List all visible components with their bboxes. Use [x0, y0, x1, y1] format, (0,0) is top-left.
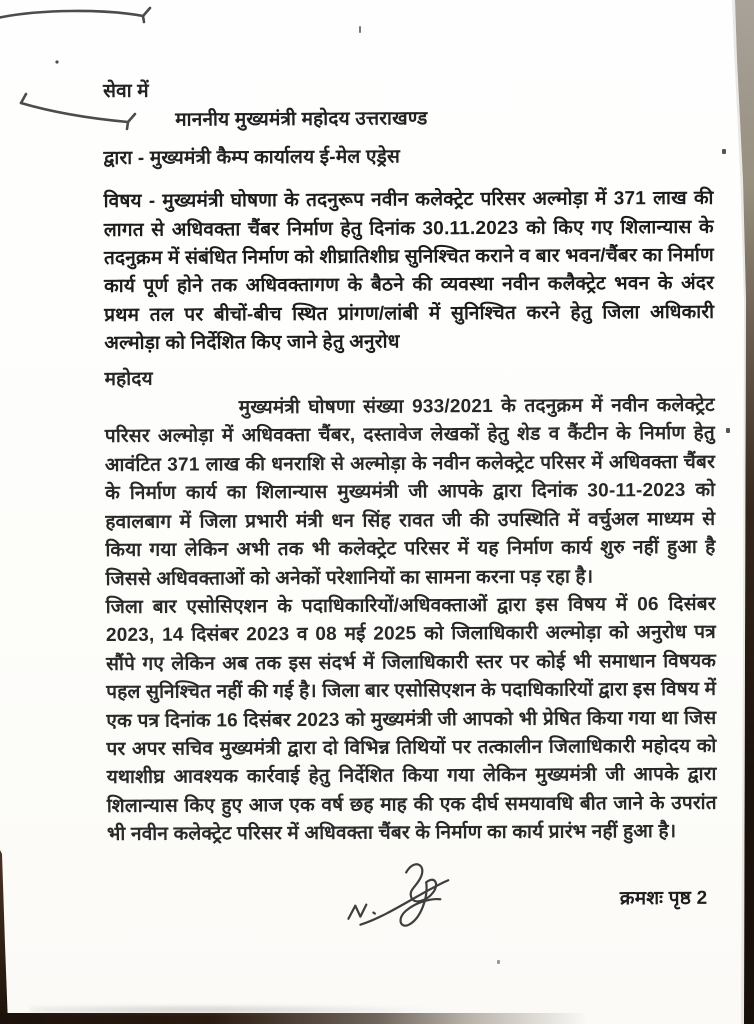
subject-paragraph: विषय - मुख्यमंत्री घोषणा के तदनुरूप नवीन कलेक्ट्रेट परिसर अल्मोड़ा में 371 लाख की लागत से अधिवक्ता चैंबर निर्माण हेतु दिनांक 30.11.2023 को किए गए शिलान्यास के तदनुक्रम में संबंधित निर्माण को शीघ्रातिशीघ्र सुनिश्चित कराने व बार भवन/चैंबर का निर्माण कार्य पूर्ण होने तक अधिवक्तागण के बैठने की व्यवस्था नवीन कलैक्ट्रेट भवन के अंदर प्रथम तल पर बीचों-बीच स्थित प्रांगण/लांबी में सुनिश्चित करने हेतु जिला अधिकारी अल्मोड़ा को निर्देशित किए जाने हेतु अनुरोध — [103, 188, 715, 355]
body-paragraph-1: मुख्यमंत्री घोषणा संख्या 933/2021 के तदनुक्रम में नवीन कलेक्ट्रेट परिसर अल्मोड़ा में अधिवक्ता चैंबर, दस्तावेज लेखकों हेतु शेड व कैंटीन के निर्माण हेतु आवंटित 371 लाख की धनराशि से अल्मोड़ा के नवीन कलेक्ट्रेट परिसर में अधिवक्ता चैंबर के निर्माण कार्य का शिलान्यास मुख्यमंत्री जी आपके द्वारा दिनांक 30-11-2023 को हवालबाग में जिला प्रभारी मंत्री धन सिंह रावत जी की उपस्थिति में वर्चुअल माध्यम से किया गया लेकिन अभी तक भी कलेक्ट्रेट परिसर में यह निर्माण कार्य शुरु नहीं हुआ है जिससे अधिवक्ताओं को अनेकों परेशानियों का सामना करना पड़ रहा है। — [104, 394, 716, 590]
signature-scribble — [342, 856, 462, 944]
scan-speck — [726, 428, 730, 433]
page-edge-left-shadow — [0, 850, 12, 1024]
scan-speck — [722, 149, 726, 154]
scan-speck — [359, 26, 361, 33]
scan-speck — [497, 960, 500, 964]
scan-smudge — [30, 1005, 450, 1015]
salutation-to: सेवा में — [103, 80, 149, 102]
page-edge-right-shadow — [724, 0, 754, 1024]
body-paragraph-2: जिला बार एसोसिएशन के पदाधिकारियों/अधिवक्ताओं द्वारा इस विषय में 06 दिसंबर 2023, 14 दिसंबर 2023 व 08 मई 2025 को जिलाधिकारी अल्मोड़ा को अनुरोध पत्र सौंपे गए लेकिन अब तक इस संदर्भ में जिलाधिकारी स्तर पर कोई भी समाधान विषयक पहल सुनिश्चित नहीं की गई है। जिला बार एसोसिएशन के पदाधिकारियों द्वारा इस विषय में एक पत्र दिनांक 16 दिसंबर 2023 को मुख्यमंत्री जी आपको भी प्रेषित किया गया था जिस पर अपर सचिव मुख्यमंत्री द्वारा दो विभिन्न तिथियों पर तत्कालीन जिलाधिकारी महोदय को यथाशीघ्र आवश्यक कार्रवाई हेतु निर्देशित किया गया लेकिन मुख्यमंत्री जी आपके द्वारा शिलान्यास किए हुए आज एक वर्ष छह माह की एक दीर्घ समयावधि बीत जाने के उपरांत भी नवीन कलेक्ट्रेट परिसर में अधिवक्ता चैंबर के निर्माण का कार्य प्रारंभ नहीं हुआ है। — [105, 593, 717, 846]
letter-footer — [107, 852, 717, 935]
letter-body — [103, 75, 717, 936]
greeting-line: महोदय — [104, 368, 153, 390]
via-line: द्वारा - मुख्यमंत्री कैम्प कार्यालय ई-मेल एड्रेस — [103, 146, 401, 169]
recipient-line: माननीय मुख्यमंत्री महोदय उत्तराखण्ड — [175, 108, 428, 132]
continuation-note: क्रमशः पृष्ठ 2 — [619, 887, 708, 909]
